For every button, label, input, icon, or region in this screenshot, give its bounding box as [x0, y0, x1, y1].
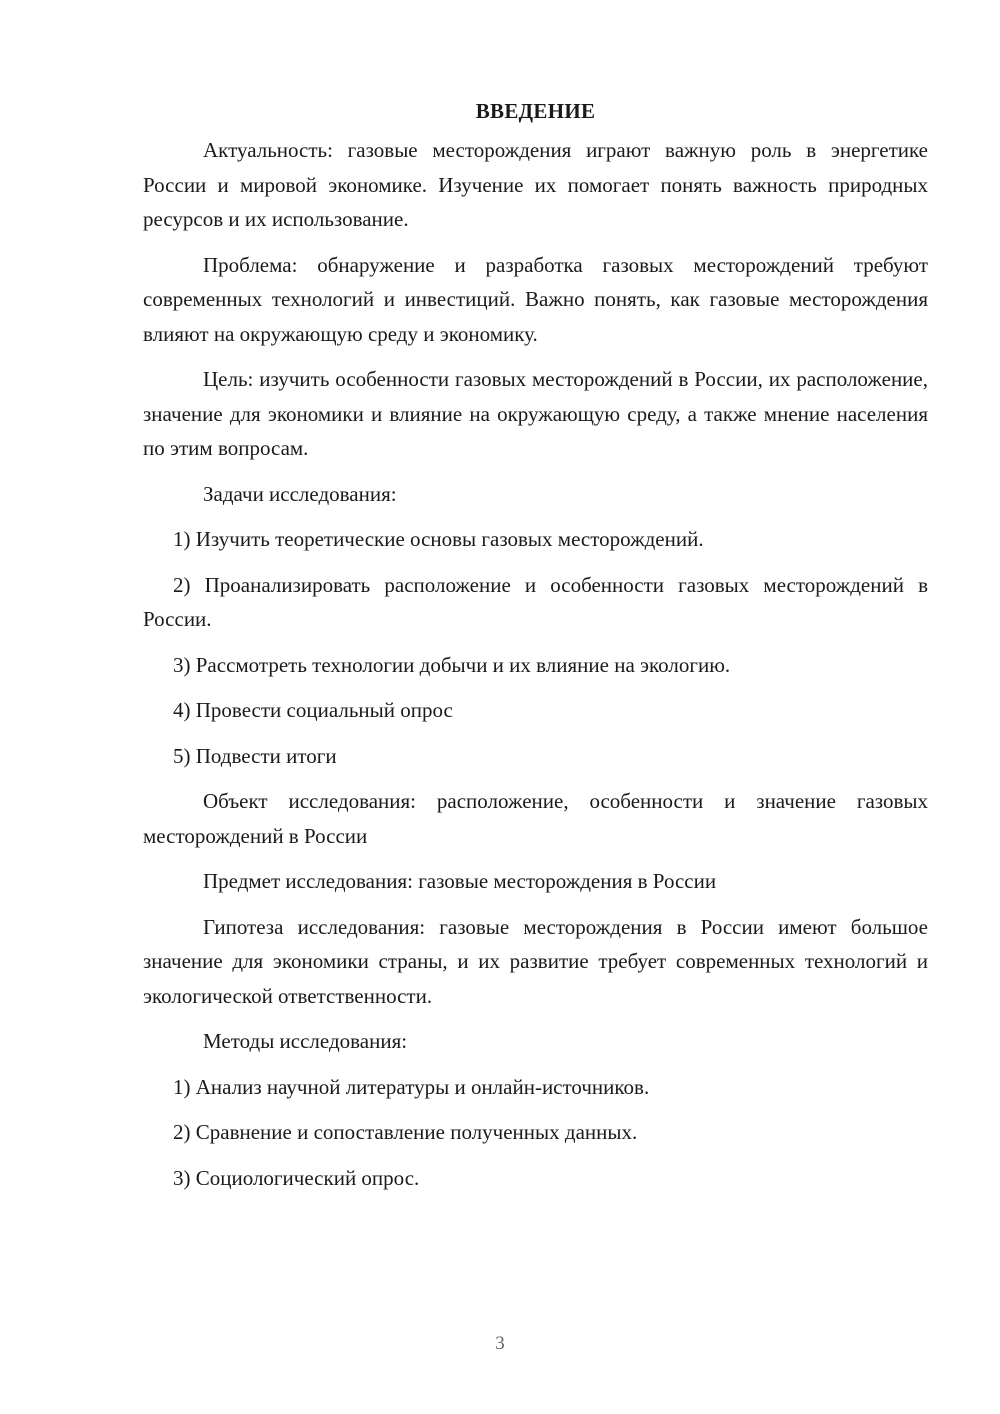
paragraph-hypothesis: Гипотеза исследования: газовые месторождения в России имеют большое значение для экономики страны, и их развитие требует современных технологий и экологической ответственности. — [143, 914, 928, 1008]
method-item: 2) Сравнение и сопоставление полученных данных. — [173, 1120, 638, 1144]
task-item: 2) Проанализировать расположение и особенности газовых месторождений в России. — [143, 572, 928, 631]
task-item: 5) Подвести итоги — [173, 743, 337, 768]
tasks-heading: Задачи исследования: — [203, 481, 397, 506]
task-item: 4) Провести социальный опрос — [173, 698, 453, 722]
paragraph-object: Объект исследования: расположение, особенности и значение газовых месторождений в России — [143, 789, 928, 848]
methods-heading: Методы исследования: — [203, 1029, 408, 1053]
paragraph-goal: Цель: изучить особенности газовых месторождений в России, их расположение, значение для экономики и влияние на окружающую среду, а также мнение населения по этим вопросам. — [143, 367, 928, 460]
task-item: 3) Рассмотреть технологии добычи и их влияние на экологию. — [173, 652, 731, 677]
document-page — [143, 94, 928, 1206]
paragraph-relevance: Актуальность: газовые месторождения играют важную роль в энергетике России и мировой экономике. Изучение их помогает понять важность природных ресурсов и их использование. — [143, 138, 928, 231]
page-number: 3 — [495, 1333, 505, 1354]
section-title: ВВЕДЕНИЕ — [475, 99, 596, 123]
paragraph-subject: Предмет исследования: газовые месторождения в России — [203, 869, 717, 893]
method-item: 3) Социологический опрос. — [173, 1165, 420, 1190]
task-item: 1) Изучить теоретические основы газовых месторождений. — [173, 527, 704, 551]
paragraph-problem: Проблема: обнаружение и разработка газовых месторождений требуют современных технологий и инвестиций. Важно понять, как газовые месторождения влияют на окружающую среду и экономику. — [143, 252, 928, 346]
method-item: 1) Анализ научной литературы и онлайн-источников. — [173, 1074, 650, 1099]
